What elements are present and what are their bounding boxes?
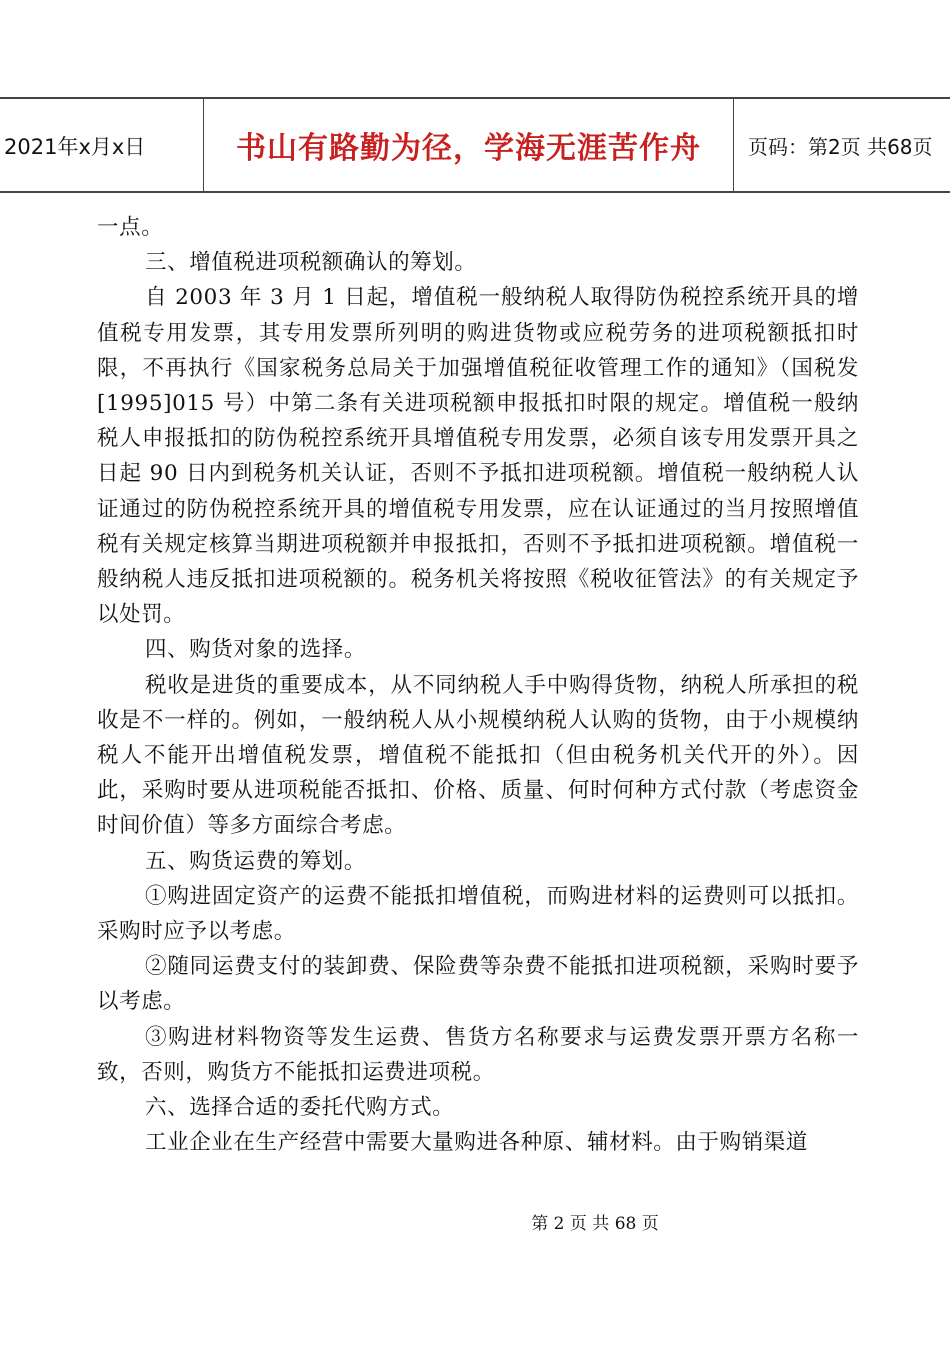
page-header [0, 97, 950, 193]
footer-page-number: 第 2 页 共 68 页 [531, 1214, 659, 1234]
list-item: ③购进材料物资等发生运费、售货方名称要求与运费发票开票方名称一致，否则，购货方不能抵扣运费进项税。 [97, 1024, 859, 1085]
paragraph: 税收是进货的重要成本，从不同纳税人手中购得货物，纳税人所承担的税收是不一样的。例如，一般纳税人从小规模纳税人认购的货物，由于小规模纳税人不能开出增值税发票，增值税不能抵扣（但由税务机关代开的外）。因此，采购时要从进项税能否抵扣、价格、质量、何时何种方式付款（考虑资金时间价值）等多方面综合考虑。 [97, 672, 859, 839]
header-page-info: 页码：第2页 共68页 [748, 134, 933, 159]
document-body [97, 210, 859, 1160]
header-date: 2021年x月x日 [0, 99, 204, 191]
section-heading: 五、购货运费的筹划。 [145, 848, 367, 874]
section-heading: 三、增值税进项税额确认的筹划。 [145, 250, 477, 276]
list-item: ①购进固定资产的运费不能抵扣增值税，而购进材料的运费则可以抵扣。采购时应予以考虑。 [97, 883, 859, 945]
section-heading: 六、选择合适的委托代购方式。 [145, 1095, 455, 1121]
paragraph: 一点。 [97, 215, 164, 240]
section-heading: 四、购货对象的选择。 [145, 637, 367, 663]
paragraph: 自 2003 年 3 月 1 日起，增值税一般纳税人取得防伪税控系统开具的增值税专用发票，其专用发票所列明的购进货物或应税劳务的进项税额抵扣时限，不再执行《国家税务总局关于加强增值税征收管理工作的通知》（国税发[1995]015 号）中第二条有关进项税额申报抵扣时限的规定。增值税一般纳税人申报抵扣的防伪税控系统开具增值税专用发票，必须自该专用发票开具之日起 90 日内到税务机关认证，否则不予抵扣进项税额。增值税一般纳税人认证通过的防伪税控系统开具的增值税专用发票，应在认证通过的当月按照增值税有关规定核算当期进项税额并申报抵扣，否则不予抵扣进项税额。增值税一般纳税人违反抵扣进项税额的。税务机关将按照《税收征管法》的有关规定予以处罚。 [97, 285, 859, 628]
page-footer [0, 1209, 950, 1234]
paragraph: 工业企业在生产经营中需要大量购进各种原、辅材料。由于购销渠道 [145, 1130, 809, 1156]
list-item: ②随同运费支付的装卸费、保险费等杂费不能抵扣进项税额，采购时要予以考虑。 [97, 954, 859, 1015]
header-motto: 书山有路勤为径，学海无涯苦作舟 [204, 99, 734, 191]
